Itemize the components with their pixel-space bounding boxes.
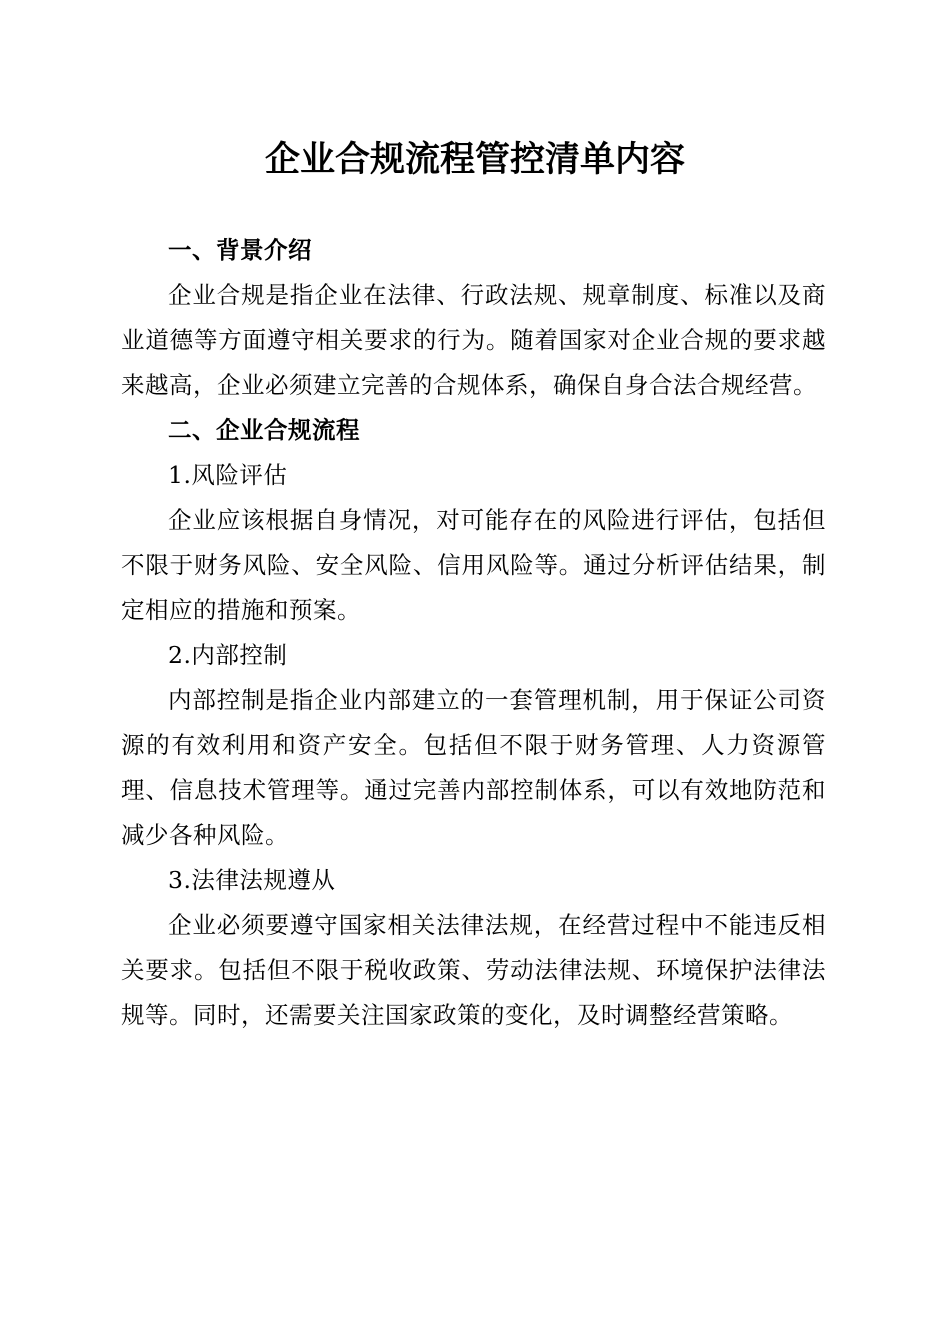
section-paragraph-background: 企业合规是指企业在法律、行政法规、规章制度、标准以及商业道德等方面遵守相关要求的行为。随着国家对企业合规的要求越来越高，企业必须建立完善的合规体系，确保自身合法合规经营。 bbox=[121, 281, 826, 399]
paragraph-internal-control: 内部控制是指企业内部建立的一套管理机制，用于保证公司资源的有效利用和资产安全。包括但不限于财务管理、人力资源管理、信息技术管理等。通过完善内部控制体系，可以有效地防范和减少各种风险。 bbox=[121, 686, 826, 849]
section-heading-background: 一、背景介绍 bbox=[168, 236, 312, 264]
paragraph-risk-assessment: 企业应该根据自身情况，对可能存在的风险进行评估，包括但不限于财务风险、安全风险、信用风险等。通过分析评估结果，制定相应的措施和预案。 bbox=[121, 506, 826, 624]
subheading-risk-assessment: 1.风险评估 bbox=[168, 461, 288, 489]
document-body bbox=[121, 228, 826, 1038]
section-heading-process: 二、企业合规流程 bbox=[168, 416, 360, 444]
subheading-internal-control: 2.内部控制 bbox=[168, 641, 288, 669]
document-title: 企业合规流程管控清单内容 bbox=[264, 139, 685, 180]
subheading-legal-compliance: 3.法律法规遵从 bbox=[168, 866, 336, 894]
paragraph-legal-compliance: 企业必须要遵守国家相关法律法规，在经营过程中不能违反相关要求。包括但不限于税收政策、劳动法律法规、环境保护法律法规等。同时，还需要关注国家政策的变化，及时调整经营策略。 bbox=[121, 911, 826, 1029]
